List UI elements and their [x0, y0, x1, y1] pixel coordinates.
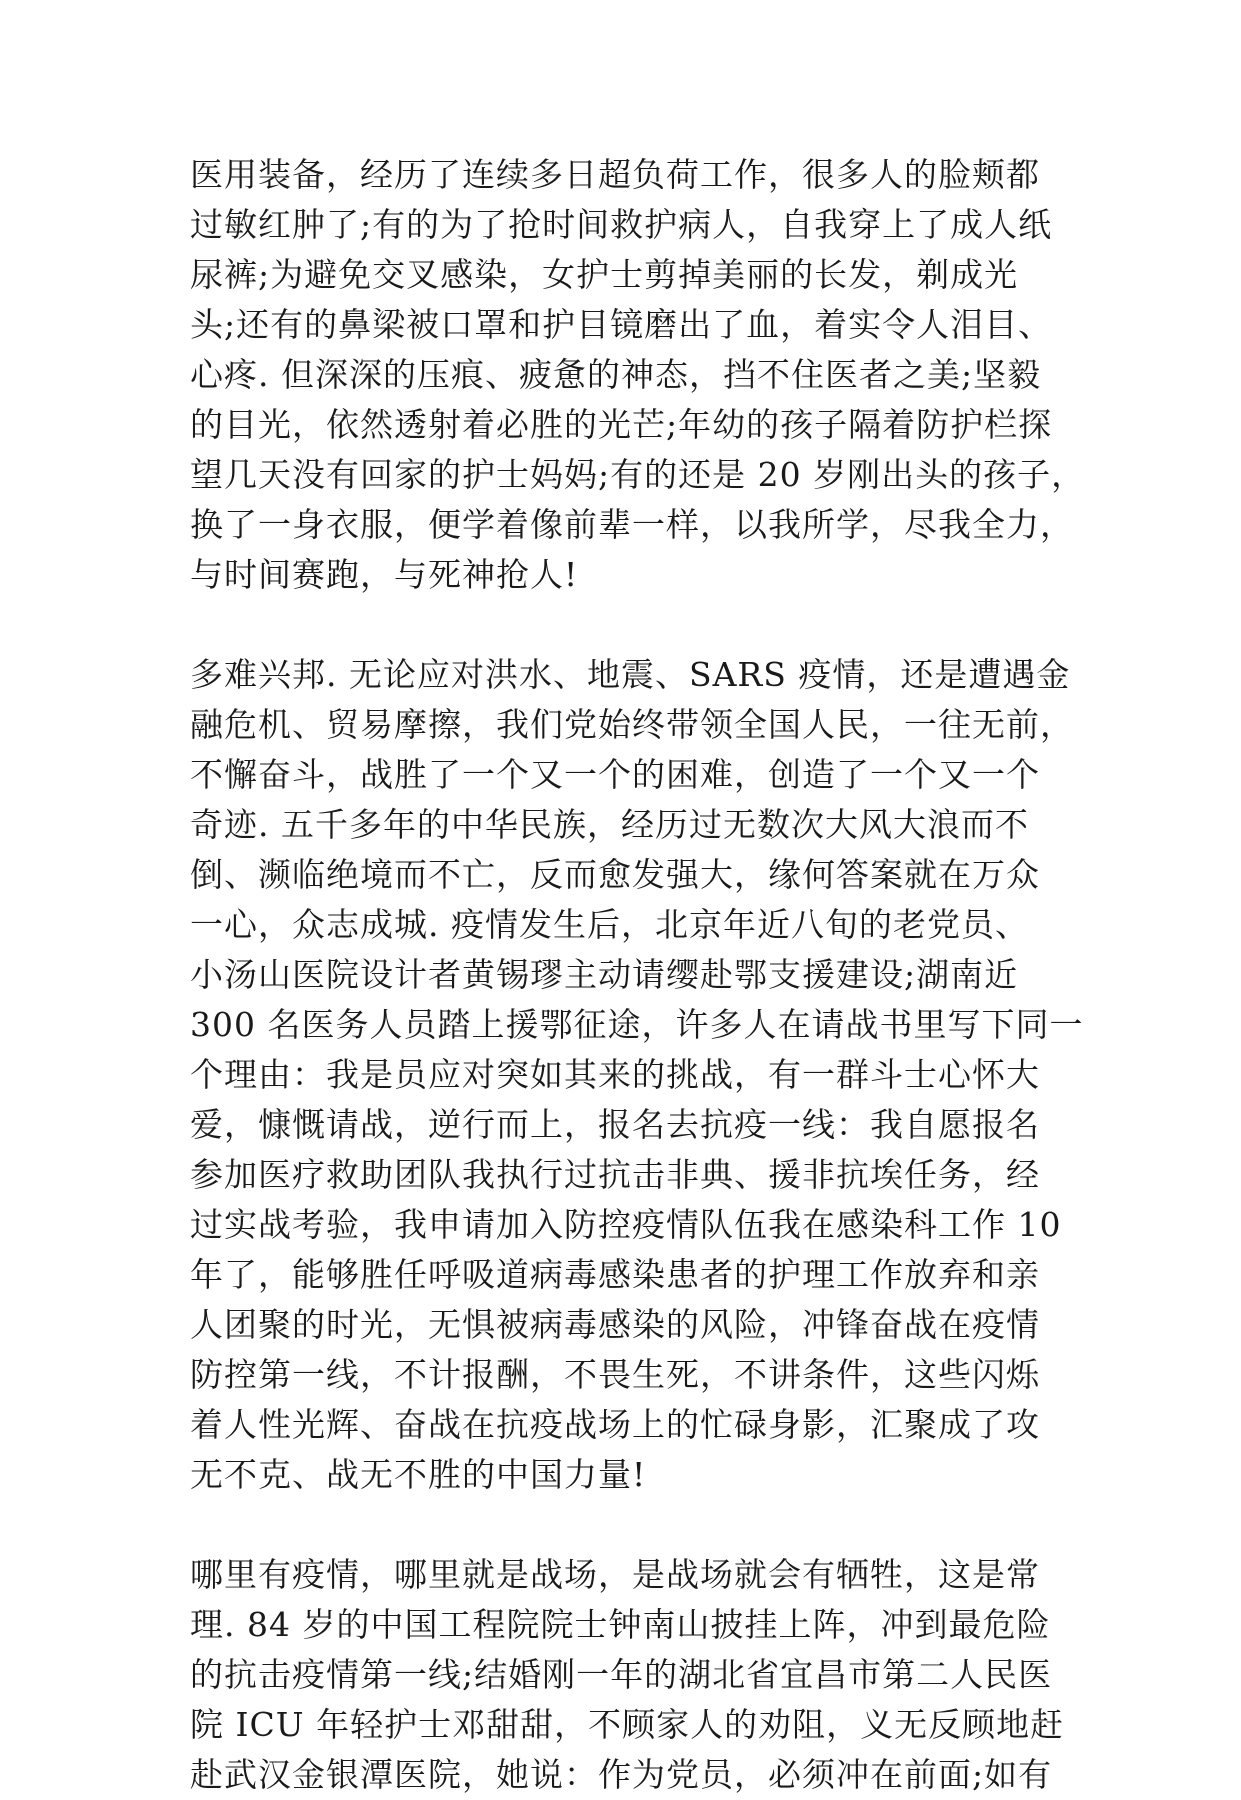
text-line: 爱，慷慨请战，逆行而上，报名去抗疫一线：我自愿报名 [190, 1105, 1040, 1144]
text-line: 赴武汉金银潭医院，她说：作为党员，必须冲在前面;如有 [190, 1755, 1053, 1794]
text-line: 望几天没有回家的护士妈妈;有的还是 20 岁刚出头的孩子， [190, 455, 1086, 494]
text-line: 融危机、贸易摩擦，我们党始终带领全国人民，一往无前， [190, 705, 1074, 744]
text-line: 一心，众志成城. 疫情发生后，北京年近八旬的老党员、 [190, 905, 1029, 944]
text-line: 医用装备，经历了连续多日超负荷工作，很多人的脸颊都 [190, 155, 1040, 194]
text-line: 的抗击疫情第一线;结婚刚一年的湖北省宜昌市第二人民医 [190, 1655, 1053, 1694]
text-line: 哪里有疫情，哪里就是战场，是战场就会有牺牲，这是常 [190, 1555, 1040, 1594]
text-line: 与时间赛跑，与死神抢人! [190, 555, 579, 594]
text-line: 的目光，依然透射着必胜的光芒;年幼的孩子隔着防护栏探 [190, 405, 1053, 444]
text-line: 参加医疗救助团队我执行过抗击非典、援非抗埃任务，经 [190, 1155, 1040, 1194]
text-line: 无不克、战无不胜的中国力量! [190, 1455, 647, 1494]
text-line: 尿裤;为避免交叉感染，女护士剪掉美丽的长发，剃成光 [190, 255, 1019, 294]
text-line: 着人性光辉、奋战在抗疫战场上的忙碌身影，汇聚成了攻 [190, 1405, 1040, 1444]
document-body [190, 150, 1090, 1800]
text-line: 过敏红肿了;有的为了抢时间救护病人，自我穿上了成人纸 [190, 205, 1053, 244]
paragraph-spacer [190, 600, 1090, 650]
text-line: 倒、濒临绝境而不亡，反而愈发强大，缘何答案就在万众 [190, 855, 1040, 894]
text-line: 300 名医务人员踏上援鄂征途，许多人在请战书里写下同一 [190, 1005, 1084, 1044]
text-line: 奇迹. 五千多年的中华民族，经历过无数次大风大浪而不 [190, 805, 1029, 844]
paragraph-1 [190, 150, 1090, 600]
text-line: 年了，能够胜任呼吸道病毒感染患者的护理工作放弃和亲 [190, 1255, 1040, 1294]
text-line: 过实战考验，我申请加入防控疫情队伍我在感染科工作 10 [190, 1205, 1062, 1244]
text-line: 小汤山医院设计者黄锡璆主动请缨赴鄂支援建设;湖南近 [190, 955, 1019, 994]
text-line: 心疼. 但深深的压痕、疲惫的神态，挡不住医者之美;坚毅 [190, 355, 1042, 394]
text-line: 理. 84 岁的中国工程院院士钟南山披挂上阵，冲到最危险 [190, 1605, 1051, 1644]
text-line: 不懈奋斗，战胜了一个又一个的困难，创造了一个又一个 [190, 755, 1040, 794]
text-line: 头;还有的鼻梁被口罩和护目镜磨出了血，着实令人泪目、 [190, 305, 1053, 344]
text-line: 多难兴邦. 无论应对洪水、地震、SARS 疫情，还是遭遇金 [190, 655, 1071, 694]
text-line: 换了一身衣服，便学着像前辈一样，以我所学，尽我全力， [190, 505, 1074, 544]
paragraph-3 [190, 1550, 1090, 1800]
text-line: 人团聚的时光，无惧被病毒感染的风险，冲锋奋战在疫情 [190, 1305, 1040, 1344]
text-line: 个理由：我是员应对突如其来的挑战，有一群斗士心怀大 [190, 1055, 1040, 1094]
text-line: 院 ICU 年轻护士邓甜甜，不顾家人的劝阻，义无反顾地赶 [190, 1705, 1065, 1744]
text-line: 防控第一线，不计报酬，不畏生死，不讲条件，这些闪烁 [190, 1355, 1040, 1394]
paragraph-2 [190, 650, 1090, 1500]
paragraph-spacer [190, 1500, 1090, 1550]
